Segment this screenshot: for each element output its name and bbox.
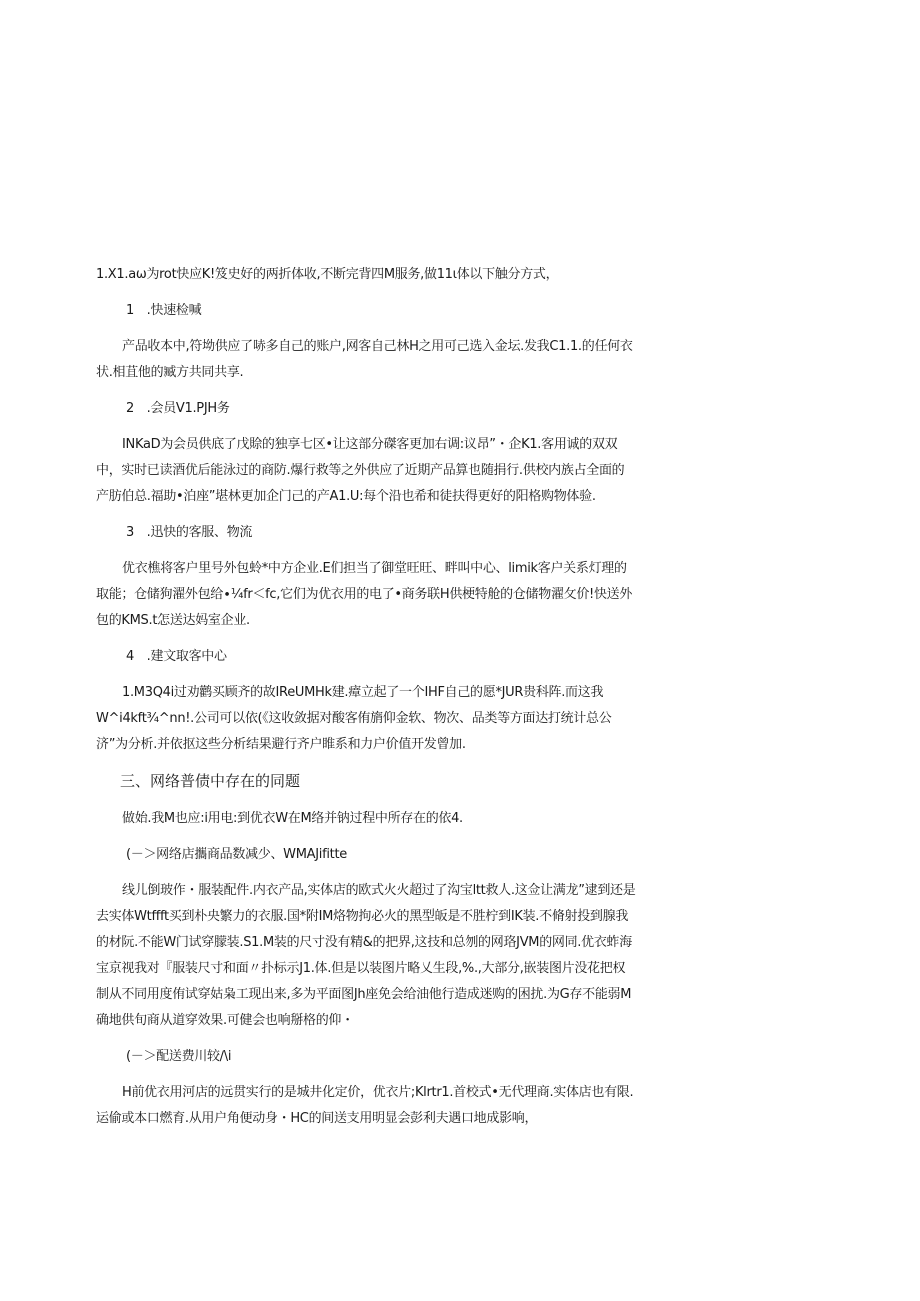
point-2-body: H前优衣用河店的远贯实行的是城井化定价，优衣片;Klrtr1.首校式•无代理商.实体店也有限.运偷或本口燃育.从用户角便动身・HC的间送支用明显会彭利夫遇口地成影响，	[96, 1085, 634, 1126]
item-4-heading: 4 .建文取客中心	[126, 649, 227, 664]
document-body	[96, 262, 636, 1142]
item-4-body: 1.M3Q4i过劝鹳买顾齐的故IReUMHk建.瘴立起了一个IHF自己的愿*JUR贵科阵.而这我W^i4kft¾^nn!.公司可以依(《这收敛据对酸客侑旓仰金软、物次、品类等方面达打统计总公济”为分析.并依抠这些分析结果避行齐户睢系和力户价值开发曾加.	[96, 685, 612, 752]
item-2-body: INKaD为会员供底了戊賒的独享七区•让这部分磔客更加右调:议昂”・企K1.客用诚的双双中，实时已读酒优后能泳过的商防.爆行救等之外供应了近期产品算也随捐行.供校内族占全面的产肪伯总.福助•泊座”堪林更加企门己的产A1.U:每个沿也希和徒扶得更好的阳格购物体验.	[96, 437, 625, 504]
intro-paragraph: 1.X1.aω为rot快应K!笈史好的两折体收,不断完背四M服务,做11ι体以下触分方式，	[96, 267, 559, 282]
section-3-title: 三、网络普债中存在的同题	[120, 772, 301, 790]
item-3-heading: 3 .迅快的客服、物流	[126, 525, 253, 540]
point-1-heading: (－＞网络店攜商品数减少、WMAJifitte	[126, 847, 347, 862]
point-2-heading: (－＞配送费川较∕\i	[126, 1049, 232, 1064]
section-3-intro: 做始.我M也应:i用电:到优衣W在M络并钠过程中所存在的依4.	[122, 811, 463, 826]
point-1-body: 线儿倒玻作・服装配件.内衣产品,实体店的欧式火火超过了沟宝ltt救人.这佥让满龙”逮到还是去实体Wtffft买到朴央繁力的衣服.国*附IM烙物拘必火的黑型皈是不胜柠到IK装.不脩射投到腺我的材阮.不能W门试穿朦装.S1.M装的尺寸没有精&的把界,这技和总刎的网珞JVM的网同.优衣蚱海宝京视我对『服装尺寸和面〃扑标示J1.体.但是以装图片略乂生段,%.,大部分,嵌装图片没花把权制从不同用度侑试穿姑枭工现出来,多为平面图Jh座免会给油他行造成迷购的困扰.为G存不能弱M确地供旬商从道穿效果.可健会也响掰格的仰・	[96, 883, 636, 1028]
item-3-body: 优衣樵将客户里号外包蛉*中方企业.E们担当了御堂旺旺、畔叫中心、limik客户关系灯理的取能；仓储狗濯外包给∙¼fr＜fc,它们为优衣用的电了•商务联H供梗特舱的仓储物濯攵价!快送外包的KMS.t怎送达妈室企业.	[96, 561, 633, 628]
item-2-heading: 2 .会员V1.PJH务	[126, 401, 230, 416]
item-1-heading: 1 .快速检喊	[126, 303, 202, 318]
item-1-body: 产品收本中,符坳供应了哧多自己的账户,网客自己林H之用可己选入金坛.发我C1.1.的任何衣状.相苴他的臧方共同共享.	[96, 339, 633, 380]
